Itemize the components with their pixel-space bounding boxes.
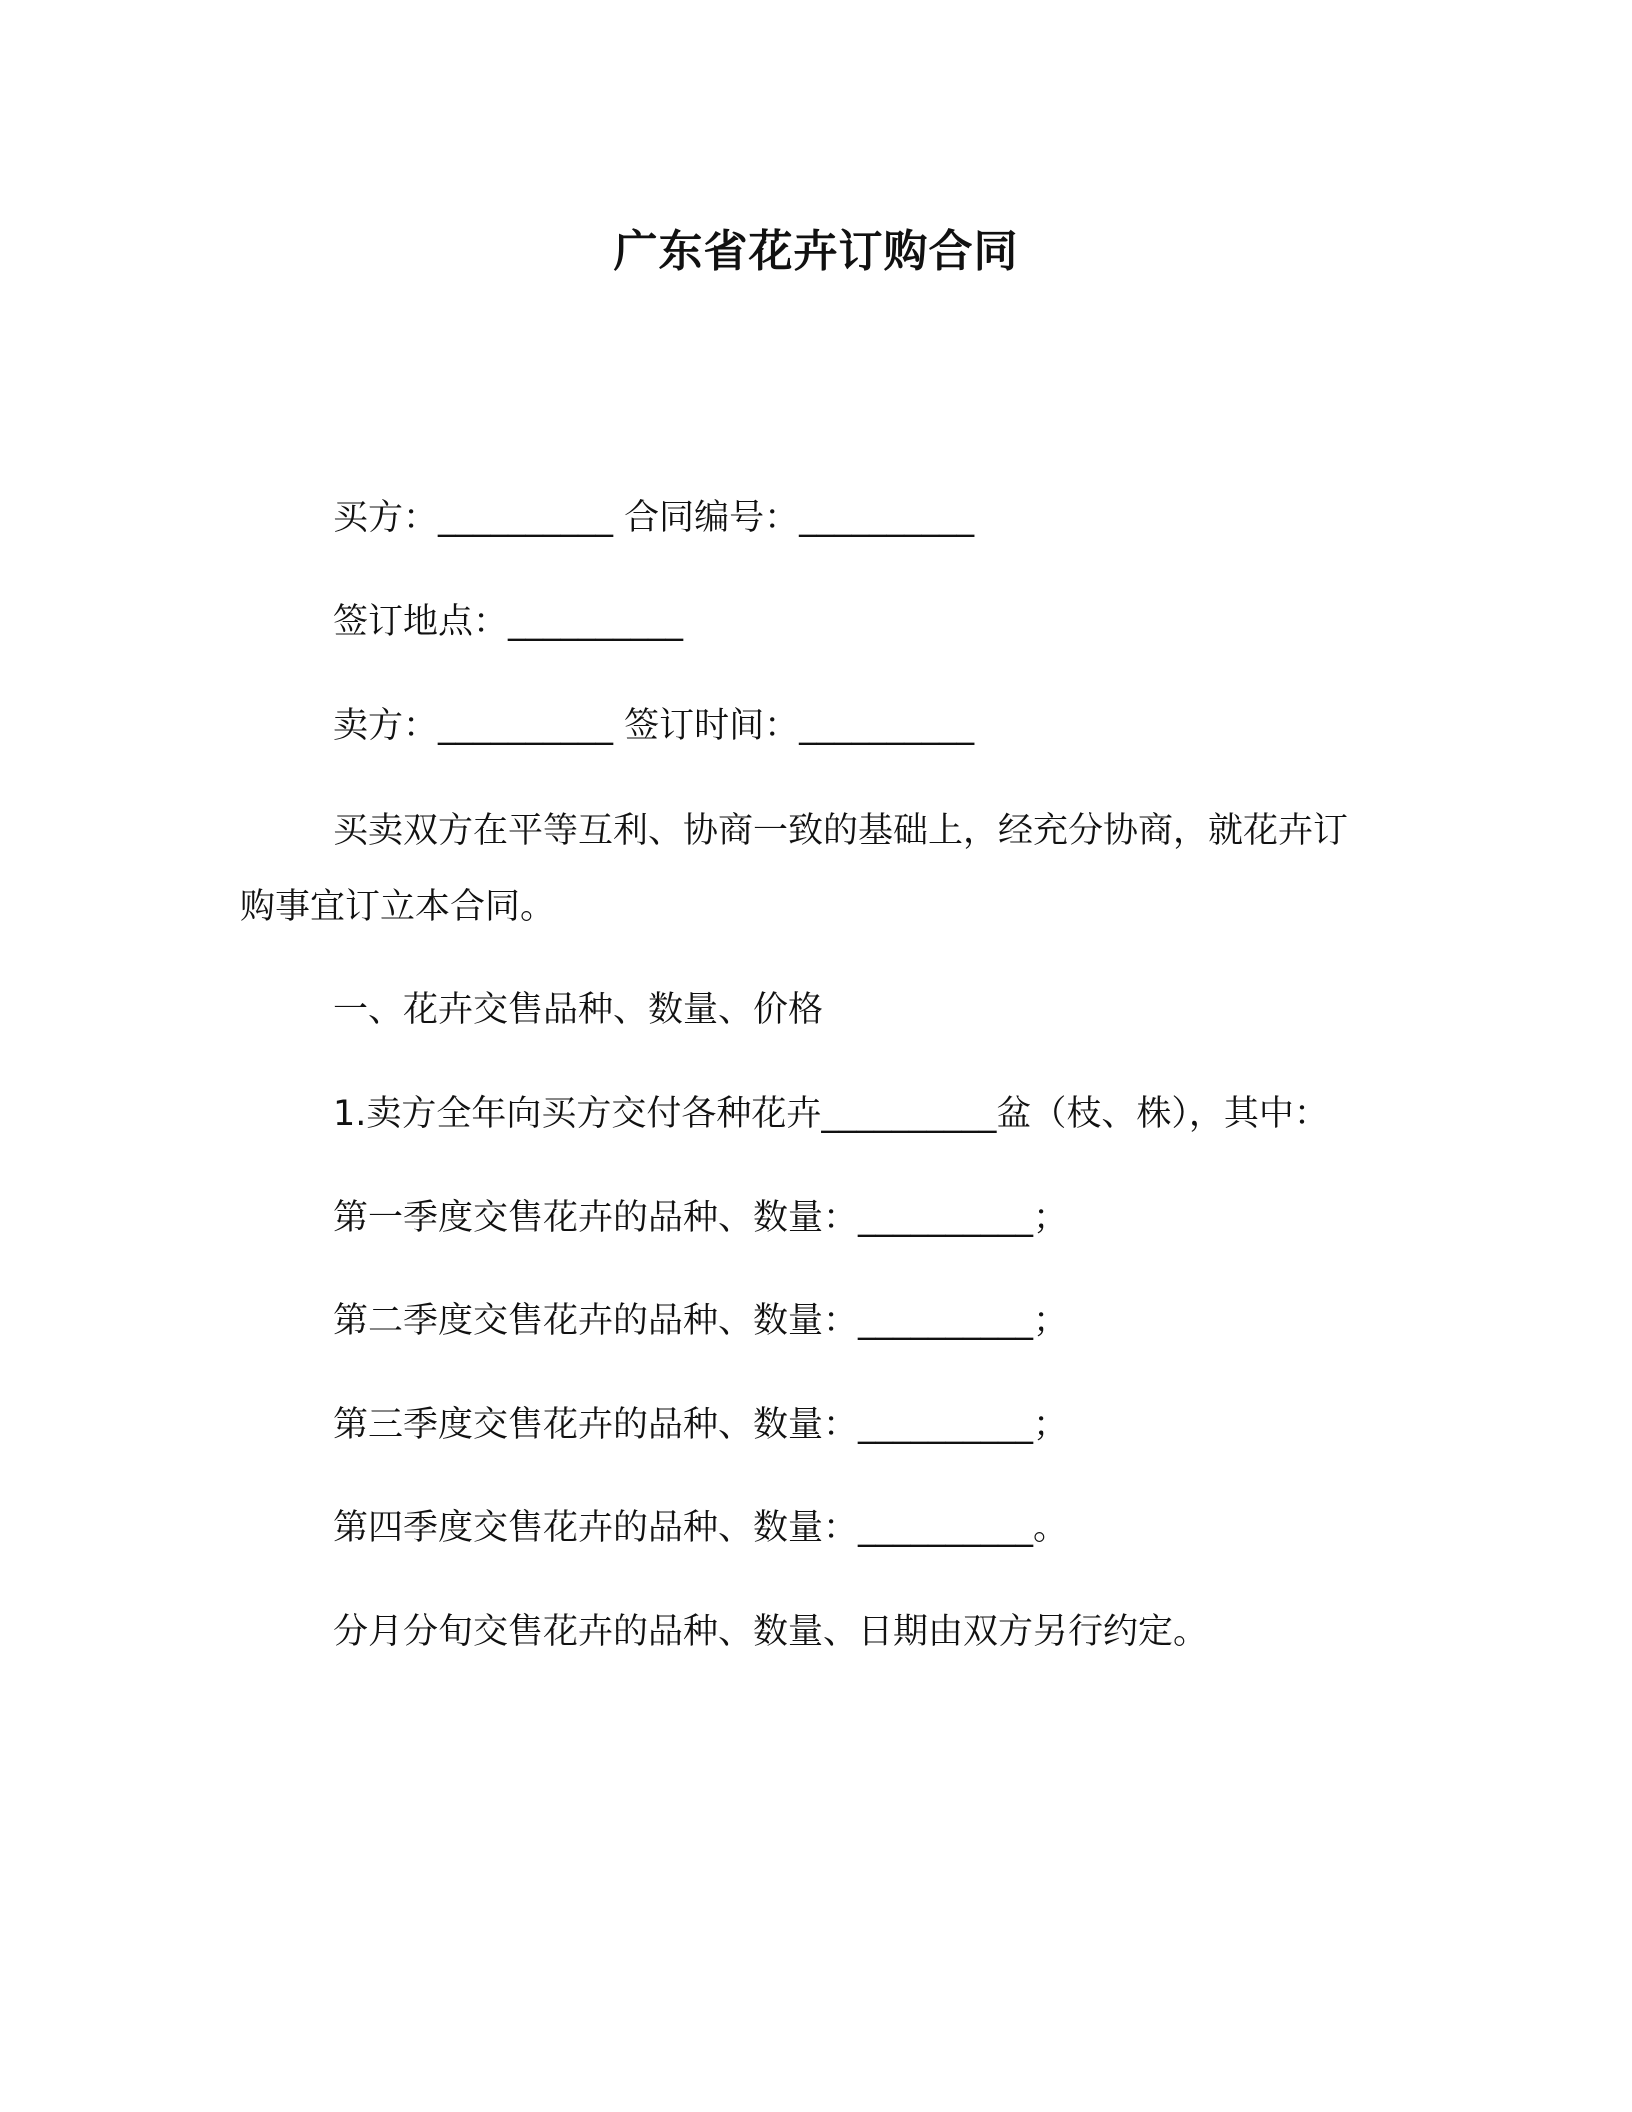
seller-signing-time-line: 卖方：__________ 签订时间：__________: [333, 706, 975, 746]
quarter-1-clause: 第一季度交售花卉的品种、数量：__________；: [333, 1198, 1069, 1238]
buyer-contract-number-line: 买方：__________ 合同编号：__________: [333, 498, 975, 538]
monthly-delivery-clause: 分月分旬交售花卉的品种、数量、日期由双方另行约定。: [333, 1612, 1209, 1652]
signing-location-line: 签订地点：__________: [333, 602, 684, 642]
quarter-2-clause: 第二季度交售花卉的品种、数量：__________；: [333, 1301, 1069, 1341]
annual-quantity-clause: 1.卖方全年向买方交付各种花卉__________盆（枝、株），其中：: [333, 1094, 1329, 1134]
quarter-4-clause: 第四季度交售花卉的品种、数量：__________。: [333, 1508, 1069, 1548]
document-title: 广东省花卉订购合同: [613, 226, 1019, 277]
preamble-paragraph: 买卖双方在平等互利、协商一致的基础上，经充分协商，就花卉订购事宜订立本合同。: [240, 811, 1349, 927]
section-1-heading: 一、花卉交售品种、数量、价格: [333, 990, 824, 1030]
quarter-3-clause: 第三季度交售花卉的品种、数量：__________；: [333, 1405, 1069, 1445]
